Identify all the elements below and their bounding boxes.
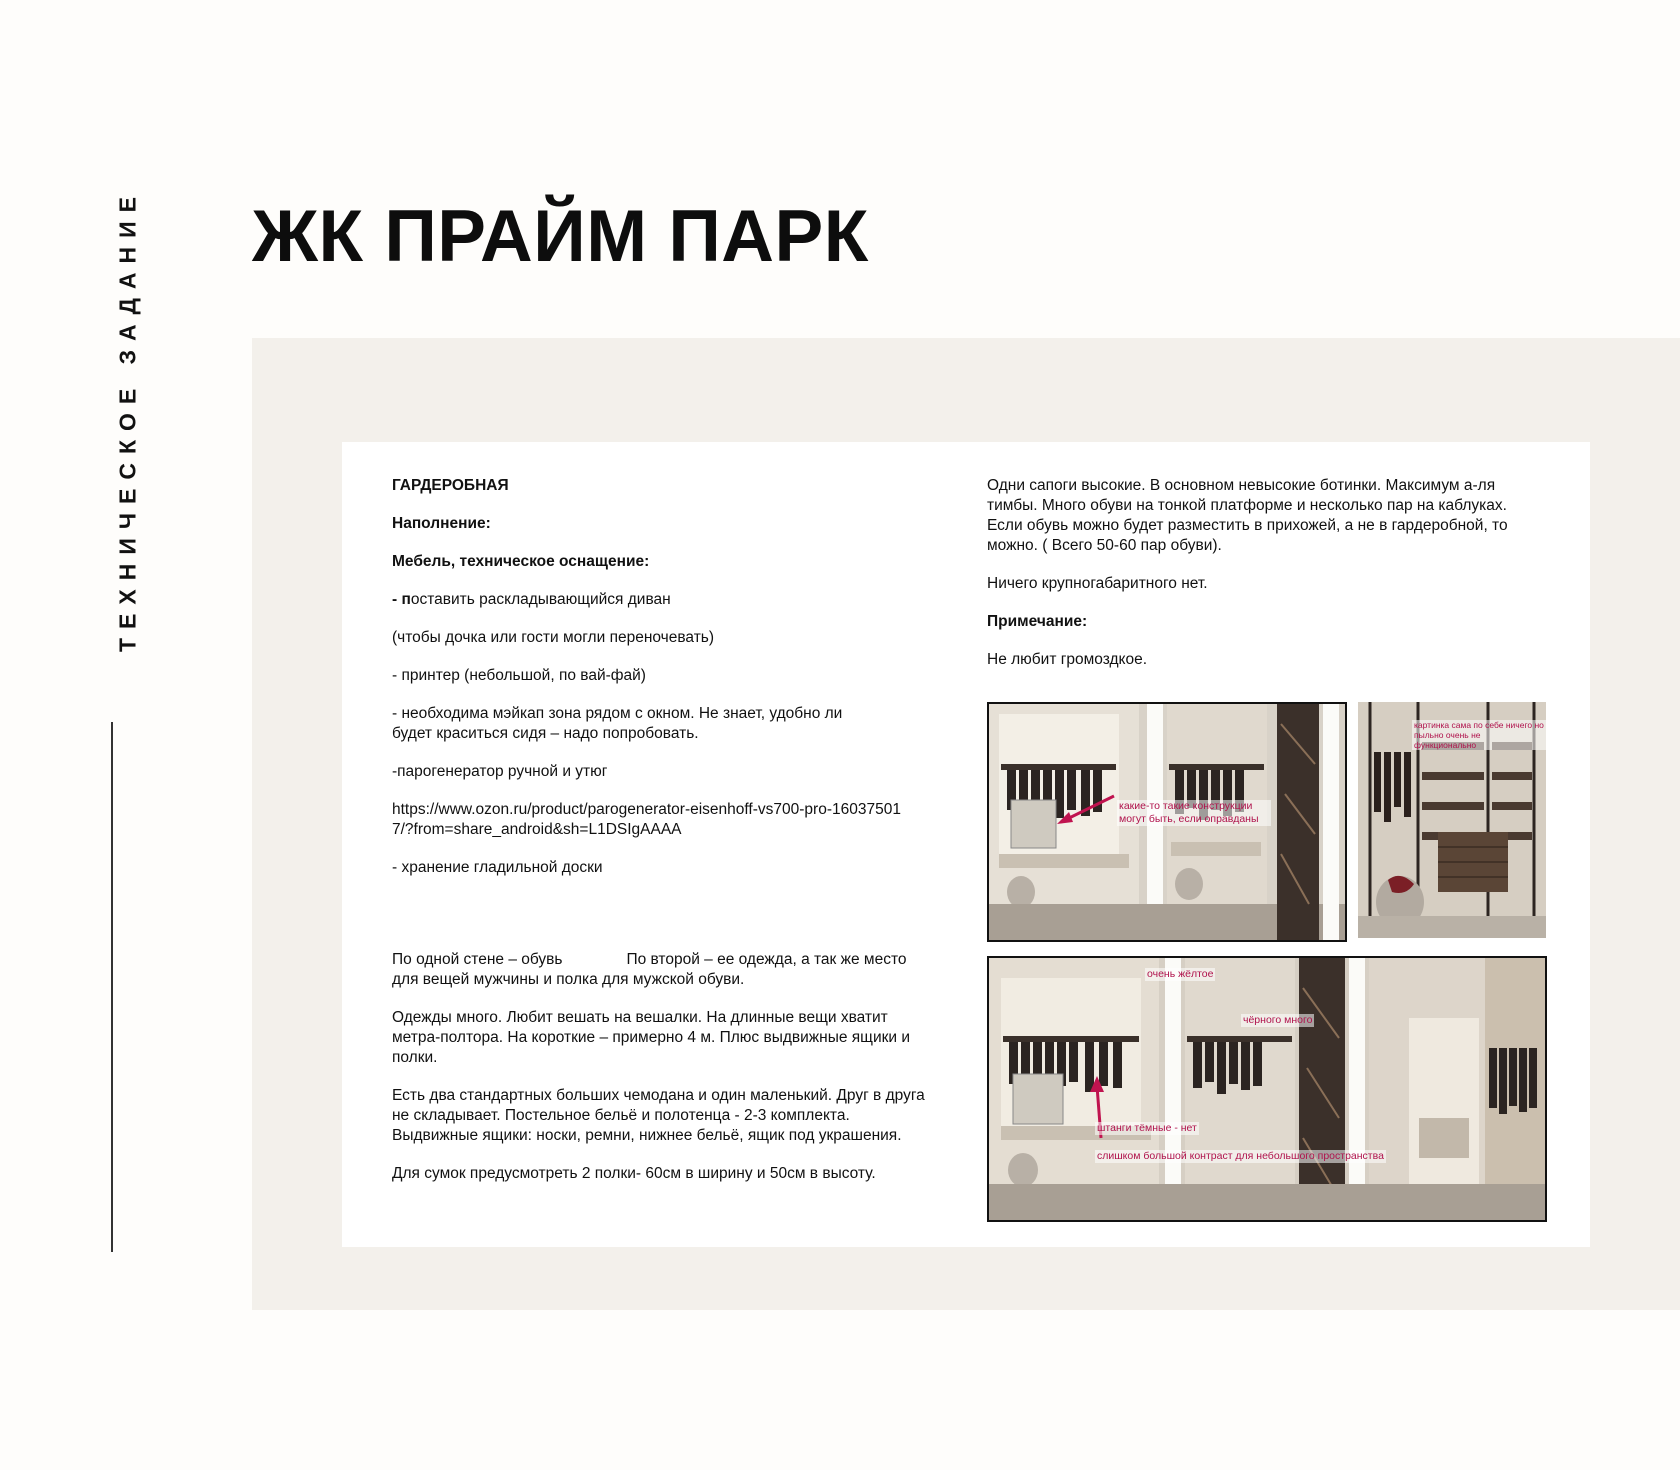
walls-text (392, 950, 912, 990)
annotation-yellow: очень жёлтое (1147, 968, 1214, 980)
item-sofa-text: оставить раскладывающийся диван (410, 591, 671, 608)
suitcases-text: Есть два стандартных больших чемодана и один маленький. Друг в друга не складывает. Постельное бельё и полотенца - 2-3 комплекта. Выдвижные ящики: носки, ремни, нижнее бельё, ящик под украшения. (392, 1087, 925, 1144)
wardrobe-photo-2 (1358, 702, 1546, 938)
annotation-rods: штанги тёмные - нет (1097, 1122, 1197, 1134)
wardrobe-photo-3 (987, 956, 1547, 1222)
item-steamer-link[interactable]: https://www.ozon.ru/product/parogenerator-eisenhoff-vs700-pro-160375017/?from=share_android&sh=L1DSIgAAAA (392, 801, 901, 838)
item-printer: - принтер (небольшой, по вай-фай) (392, 667, 646, 684)
left-column (392, 476, 932, 1202)
annotation-contrast: слишком большой контраст для небольшого пространства (1097, 1150, 1384, 1162)
section-heading: ГАРДЕРОБНАЯ (392, 477, 509, 494)
item-ironing-board: - хранение гладильной доски (392, 859, 603, 876)
annotation-constructions: какие-то такие конструкции могут быть, если оправданы (1117, 800, 1271, 826)
clothes-text: Одежды много. Любит вешать на вешалки. На длинные вещи хватит метра-полтора. На короткие – примерно 4 м. Плюс выдвижные ящики и полки. (392, 1009, 911, 1066)
nothing-big-text: Ничего крупногабаритного нет. (987, 575, 1208, 592)
shoes-text: Одни сапоги высокие. В основном невысокие ботинки. Максимум а-ля тимбы. Много обуви на тонкой платформе и несколько пар на каблуках. Если обувь можно будет разместить в прихожей, а не в гардеробной, то можно. ( Всего 50-60 пар обуви). (987, 477, 1508, 554)
walls-text-b: По второй – ее одежда, а так же место для вещей мужчины и полка для мужской обуви. (392, 951, 907, 988)
item-makeup: - необходима мэйкап зона рядом с окном. Не знает, удобно ли будет краситься сидя – надо попробовать. (392, 705, 843, 742)
document-sheet (342, 442, 1590, 1247)
item-sofa-note: (чтобы дочка или гости могли переночевать) (392, 629, 715, 646)
annotation-dusty: картинка сама по себе ничего но пыльно очень не функционально (1412, 720, 1546, 750)
fill-label: Наполнение: (392, 515, 491, 532)
note-label: Примечание: (987, 613, 1088, 630)
item-sofa-prefix: - п (392, 591, 411, 608)
annotation-black: чёрного много (1243, 1014, 1313, 1026)
walls-text-a: По одной стене – обувь (392, 951, 563, 968)
furniture-label: Мебель, техническое оснащение: (392, 553, 650, 570)
item-steamer: -парогенератор ручной и утюг (392, 763, 608, 780)
right-column (987, 476, 1547, 688)
bags-text: Для сумок предусмотреть 2 полки- 60см в ширину и 50см в высоту. (392, 1165, 876, 1182)
note-text: Не любит громоздкое. (987, 651, 1148, 668)
side-divider-line (111, 722, 113, 1252)
side-section-label: ТЕХНИЧЕСКОЕ ЗАДАНИЕ (114, 188, 141, 652)
page-title: ЖК ПРАЙМ ПАРК (252, 196, 869, 277)
wardrobe-photo-1 (987, 702, 1347, 942)
spacer (392, 896, 932, 950)
item-sofa (392, 590, 932, 610)
wardrobe-photo-3-image (989, 958, 1545, 1220)
